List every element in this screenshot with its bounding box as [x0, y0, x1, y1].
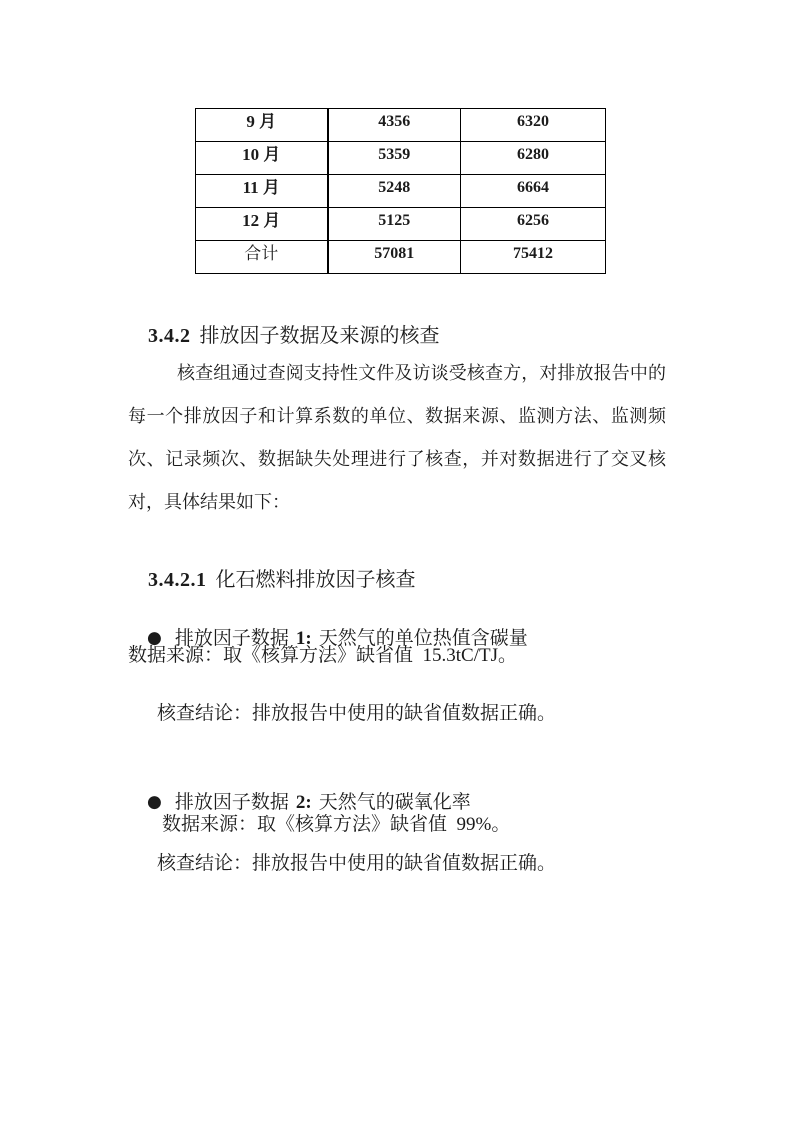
factor-label: 排放因子数据: [174, 628, 289, 649]
value-cell: 6320: [461, 109, 606, 142]
factor-label: 排放因子数据: [174, 792, 289, 813]
total-value-cell: 57081: [328, 241, 461, 274]
section-title: 化石燃料排放因子核查: [215, 569, 416, 591]
paragraph-line: 核查组通过查阅支持性文件及访谈受核查方，对排放报告中的: [177, 363, 666, 383]
value-cell: 6664: [461, 175, 606, 208]
body-paragraph: [128, 352, 666, 524]
section-number: 3.4.2: [148, 325, 191, 347]
bullet-icon: ●: [147, 628, 162, 648]
factor-name: 天然气的单位热值含碳量: [318, 628, 528, 649]
month-cell: 12 月: [196, 208, 328, 241]
monthly-data-table: [195, 108, 606, 274]
value-cell: 5359: [328, 142, 461, 175]
table-row: [196, 175, 606, 208]
factor1-conclusion-line: 核查结论：排放报告中使用的缺省值数据正确。: [157, 703, 557, 724]
factor-number: 1:: [295, 628, 312, 649]
month-cell: 9 月: [196, 109, 328, 142]
value-cell: 5248: [328, 175, 461, 208]
month-cell: 10 月: [196, 142, 328, 175]
paragraph-line: 次、记录频次、数据缺失处理进行了核查，并对数据进行了交叉核: [128, 449, 666, 469]
paragraph-line: 对，具体结果如下：: [128, 492, 290, 512]
table-row: [196, 109, 606, 142]
paragraph-line: 每一个排放因子和计算系数的单位、数据来源、监测方法、监测频: [128, 406, 666, 426]
value-cell: 5125: [328, 208, 461, 241]
value-cell: 6256: [461, 208, 606, 241]
value-cell: 6280: [461, 142, 606, 175]
table-row: [196, 208, 606, 241]
section-number: 3.4.2.1: [148, 569, 207, 591]
factor1-source-line: 数据来源：取《核算方法》缺省值 15.3tC/TJ。: [128, 645, 517, 666]
table-row: [196, 142, 606, 175]
total-label-cell: 合计: [196, 241, 328, 274]
factor-name: 天然气的碳氧化率: [318, 792, 471, 813]
factor-number: 2:: [295, 792, 312, 813]
value-cell: 4356: [328, 109, 461, 142]
factor2-source-line: 数据来源：取《核算方法》缺省值 99%。: [162, 814, 511, 835]
section-title: 排放因子数据及来源的核查: [199, 325, 440, 347]
bullet-icon: ●: [147, 792, 162, 812]
factor2-conclusion-line: 核查结论：排放报告中使用的缺省值数据正确。: [157, 853, 557, 874]
total-value-cell: 75412: [461, 241, 606, 274]
table-total-row: [196, 241, 606, 274]
month-cell: 11 月: [196, 175, 328, 208]
